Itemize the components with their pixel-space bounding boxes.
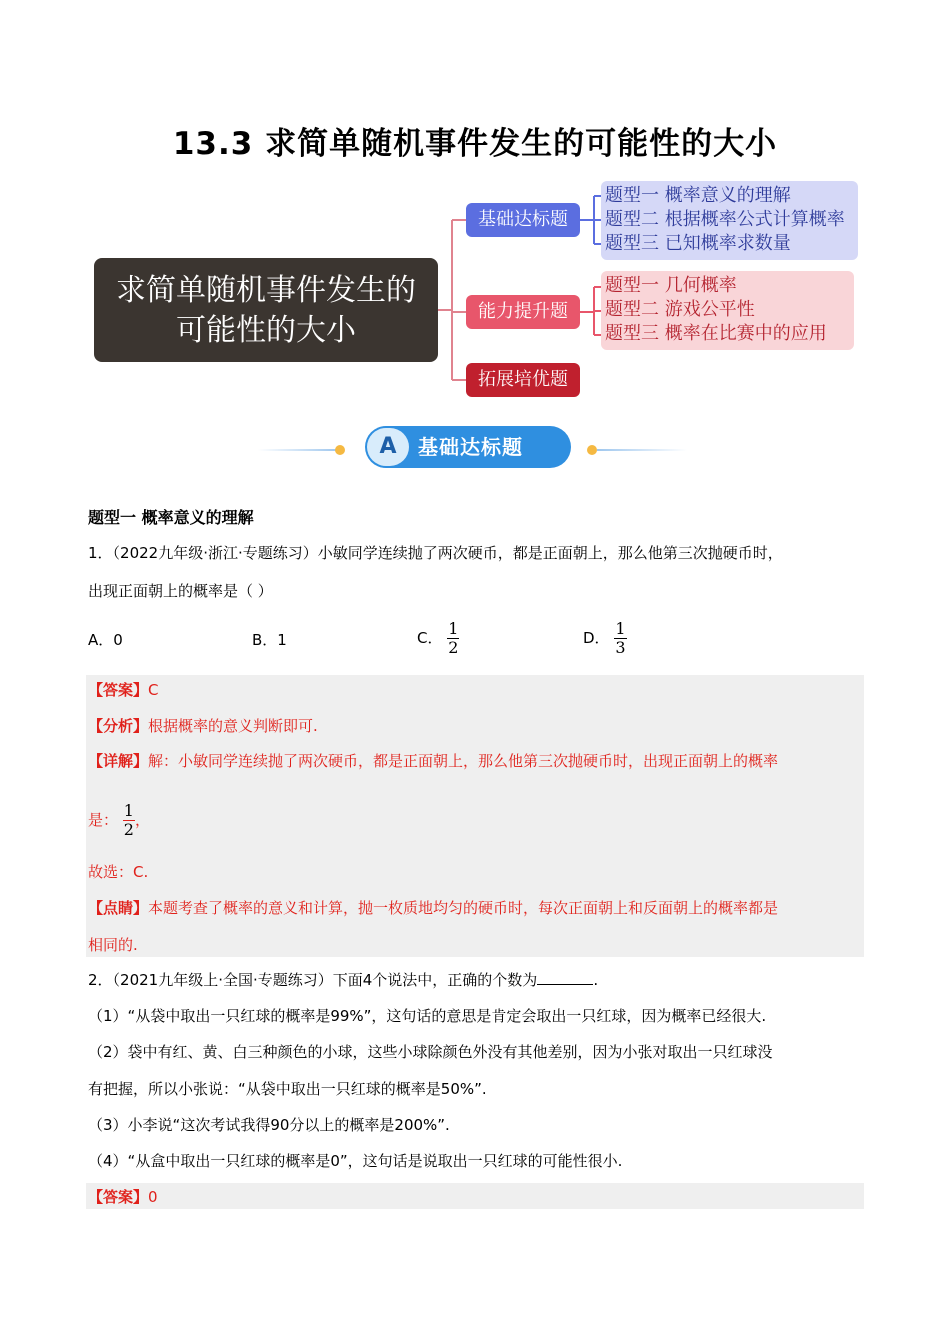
q1-conclusion: 故选：C. bbox=[88, 863, 149, 881]
q1-detail-line1 bbox=[88, 751, 778, 771]
fraction-numerator: 1 bbox=[448, 619, 459, 638]
mindmap-center-line2: 可能性的大小 bbox=[176, 313, 356, 348]
q1-option-d bbox=[583, 620, 627, 657]
q1-stem-line2: 出现正面朝上的概率是（ ） bbox=[88, 582, 273, 600]
detail-post: ， bbox=[134, 811, 150, 829]
mindmap-leaf: 题型一 几何概率 bbox=[605, 275, 737, 296]
option-text: 0 bbox=[113, 631, 123, 649]
mindmap-center bbox=[94, 258, 438, 362]
mindmap-center-line1: 求简单随机事件发生的 bbox=[116, 273, 416, 308]
q2-solution-block bbox=[86, 1183, 864, 1209]
mindmap-leaf: 题型二 游戏公平性 bbox=[605, 299, 755, 320]
fraction-numerator: 1 bbox=[615, 619, 626, 638]
q1-option-c bbox=[417, 620, 459, 657]
q2-statement-2-line1: （2）袋中有红、黄、白三种颜色的小球，这些小球除颜色外没有其他差别，因为小张对取出一只红球没 bbox=[88, 1043, 773, 1061]
section-label: 基础达标题 bbox=[418, 435, 523, 459]
answer-value: C bbox=[148, 681, 159, 699]
fraction bbox=[123, 802, 135, 839]
fraction bbox=[614, 620, 626, 657]
answer-value: 0 bbox=[148, 1188, 158, 1206]
mindmap-leaf: 题型一 概率意义的理解 bbox=[605, 185, 791, 206]
option-letter: C． bbox=[417, 629, 443, 647]
detail-text: 解：小敏同学连续抛了两次硬币，都是正面朝上，那么他第三次抛硬币时，出现正面朝上的概率 bbox=[148, 752, 779, 770]
detail-pre: 是： bbox=[88, 811, 119, 829]
fraction-denominator: 2 bbox=[448, 638, 459, 657]
type-heading: 题型一 概率意义的理解 bbox=[88, 508, 254, 527]
q1-option-b bbox=[252, 630, 287, 650]
mindmap-leaves-basic bbox=[601, 181, 858, 260]
answer-tag: 【答案】 bbox=[88, 1188, 149, 1206]
q1-answer bbox=[88, 680, 159, 700]
banner-line-left bbox=[258, 449, 338, 451]
banner-dot-right bbox=[587, 445, 597, 455]
mindmap-leaf: 题型三 概率在比赛中的应用 bbox=[605, 323, 827, 344]
q2-answer bbox=[88, 1187, 158, 1207]
option-text: 1 bbox=[277, 631, 287, 649]
mindmap-leaf: 题型三 已知概率求数量 bbox=[605, 233, 791, 254]
q1-option-a bbox=[88, 630, 123, 650]
q2-statement-3: （3）小李说“这次考试我得90分以上的概率是200%”. bbox=[88, 1116, 450, 1134]
analysis-tag: 【分析】 bbox=[88, 717, 149, 735]
section-badge: A bbox=[367, 428, 409, 466]
option-letter: B． bbox=[252, 631, 278, 649]
q2-statement-4: （4）“从盒中取出一只红球的概率是0”，这句话是说取出一只红球的可能性很小. bbox=[88, 1152, 623, 1170]
detail-tag: 【详解】 bbox=[88, 752, 149, 770]
analysis-text: 根据概率的意义判断即可. bbox=[148, 717, 318, 735]
mindmap-leaves-advanced bbox=[601, 271, 854, 350]
q2-stem bbox=[88, 970, 598, 990]
comment-text: 本题考查了概率的意义和计算，抛一枚质地均匀的硬币时，每次正面朝上和反面朝上的概率都是 bbox=[148, 899, 779, 917]
q2-stem-end: . bbox=[593, 971, 599, 989]
page-title: 13.3 求简单随机事件发生的可能性的大小 bbox=[172, 126, 778, 162]
fraction-denominator: 2 bbox=[123, 820, 134, 839]
answer-blank bbox=[537, 970, 593, 985]
q2-stem-text: 2．（2021九年级上·全国·专题练习）下面4个说法中，正确的个数为 bbox=[88, 971, 538, 989]
fraction bbox=[447, 620, 459, 657]
q1-comment-line2: 相同的. bbox=[88, 936, 138, 954]
answer-tag: 【答案】 bbox=[88, 681, 149, 699]
option-letter: D． bbox=[583, 629, 610, 647]
q1-analysis bbox=[88, 716, 318, 736]
q1-comment-line1 bbox=[88, 898, 778, 918]
option-letter: A． bbox=[88, 631, 114, 649]
comment-tag: 【点睛】 bbox=[88, 899, 149, 917]
banner-dot-left bbox=[335, 445, 345, 455]
fraction-numerator: 1 bbox=[123, 801, 134, 820]
mindmap-leaf: 题型二 根据概率公式计算概率 bbox=[605, 209, 845, 230]
q2-statement-2-line2: 有把握，所以小张说：“从袋中取出一只红球的概率是50%”. bbox=[88, 1080, 487, 1098]
mindmap-branch-extension: 拓展培优题 bbox=[466, 363, 580, 397]
mindmap-branch-basic: 基础达标题 bbox=[466, 203, 580, 237]
q1-stem-line1: 1．（2022九年级·浙江·专题练习）小敏同学连续抛了两次硬币，都是正面朝上，那么他第三次抛硬币时， bbox=[88, 544, 783, 562]
q1-detail-line2 bbox=[88, 802, 150, 839]
mindmap-branch-advanced: 能力提升题 bbox=[466, 295, 580, 329]
banner-line-right bbox=[597, 449, 687, 451]
fraction-denominator: 3 bbox=[615, 638, 626, 657]
q2-statement-1: （1）“从袋中取出一只红球的概率是99%”，这句话的意思是肯定会取出一只红球，因为概率已经很大. bbox=[88, 1007, 767, 1025]
